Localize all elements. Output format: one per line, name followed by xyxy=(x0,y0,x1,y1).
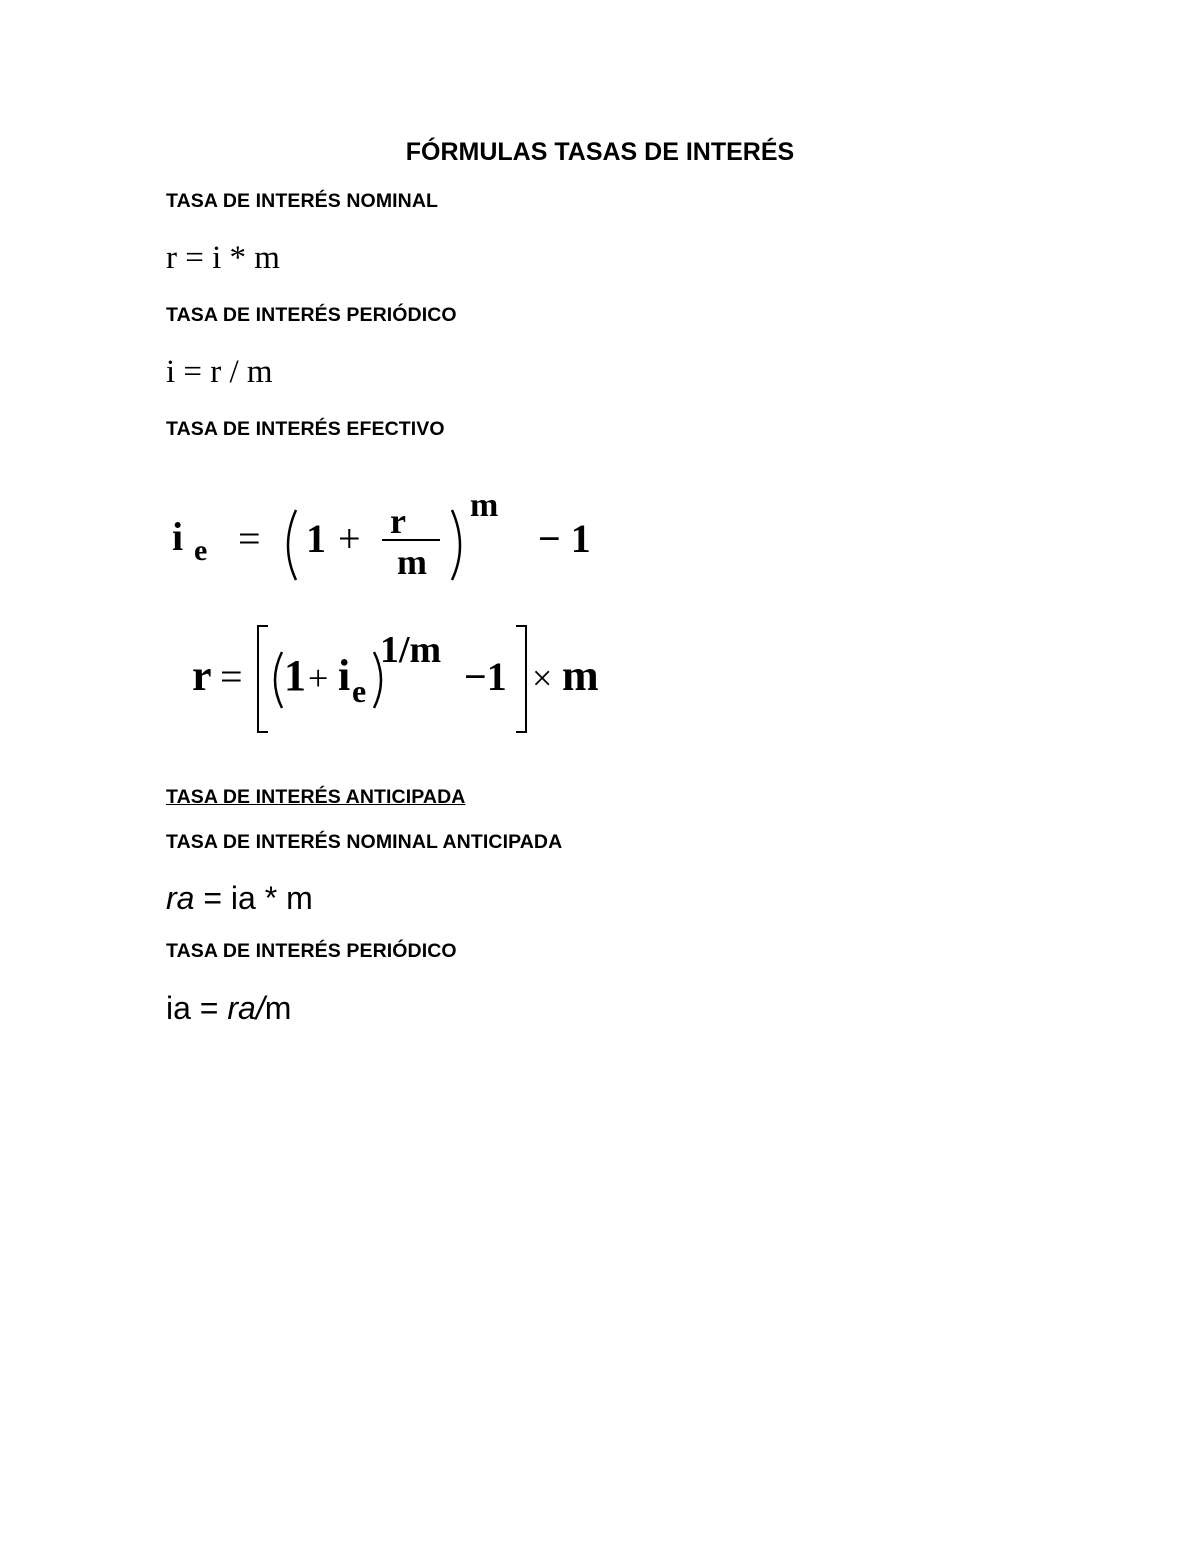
ie-denominator: m xyxy=(397,542,427,582)
r-right-bracket xyxy=(516,626,526,732)
heading-nominal-anticipada: TASA DE INTERÉS NOMINAL ANTICIPADA xyxy=(166,831,563,853)
ie-plus: + xyxy=(338,516,361,561)
heading-efectivo: TASA DE INTERÉS EFECTIVO xyxy=(166,418,445,440)
ie-right-paren xyxy=(452,510,460,580)
ie-minus-one: − 1 xyxy=(538,516,591,561)
r-equals: = xyxy=(220,654,243,699)
ie-equals: = xyxy=(238,516,261,561)
r-ie-main: i xyxy=(338,651,351,700)
r-one: 1 xyxy=(284,651,306,700)
formula-nominal-anticipada-lhs: ra xyxy=(166,880,195,916)
formula-nominal-anticipada xyxy=(166,880,313,917)
formula-efectivo-ie xyxy=(160,488,620,588)
ie-exponent: m xyxy=(470,488,499,524)
formula-nominal-anticipada-rhs: = ia * m xyxy=(194,880,313,916)
r-left-bracket xyxy=(258,626,268,732)
formula-periodico-anticipada-rhs-tail: m xyxy=(264,990,292,1026)
formula-periodico-anticipada xyxy=(166,990,291,1027)
formula-efectivo-r xyxy=(180,620,620,740)
r-lhs: r xyxy=(192,651,212,700)
heading-periodico-anticipada: TASA DE INTERÉS PERIÓDICO xyxy=(166,940,457,962)
r-minus-one: −1 xyxy=(464,654,507,699)
formula-periodico-anticipada-rhs-italic: ra/ xyxy=(227,990,265,1026)
r-plus: + xyxy=(308,658,329,698)
heading-periodico: TASA DE INTERÉS PERIÓDICO xyxy=(166,304,457,326)
ie-one: 1 xyxy=(306,516,326,561)
ie-left-paren xyxy=(288,510,296,580)
r-ie-sub: e xyxy=(352,673,367,709)
r-times: × xyxy=(532,658,553,698)
ie-lhs-sub: e xyxy=(194,534,208,567)
formula-periodico-anticipada-lhs: ia = xyxy=(166,990,228,1026)
ie-lhs-main: i xyxy=(172,514,184,559)
heading-anticipada: TASA DE INTERÉS ANTICIPADA xyxy=(166,786,466,808)
r-left-paren xyxy=(275,652,282,708)
formula-periodico: i = r / m xyxy=(166,354,273,390)
heading-nominal: TASA DE INTERÉS NOMINAL xyxy=(166,190,439,212)
page-title: FÓRMULAS TASAS DE INTERÉS xyxy=(405,138,795,166)
ie-numerator: r xyxy=(390,501,406,541)
r-exponent: 1/m xyxy=(380,629,442,671)
r-m: m xyxy=(562,651,599,700)
formula-nominal: r = i * m xyxy=(166,240,280,276)
